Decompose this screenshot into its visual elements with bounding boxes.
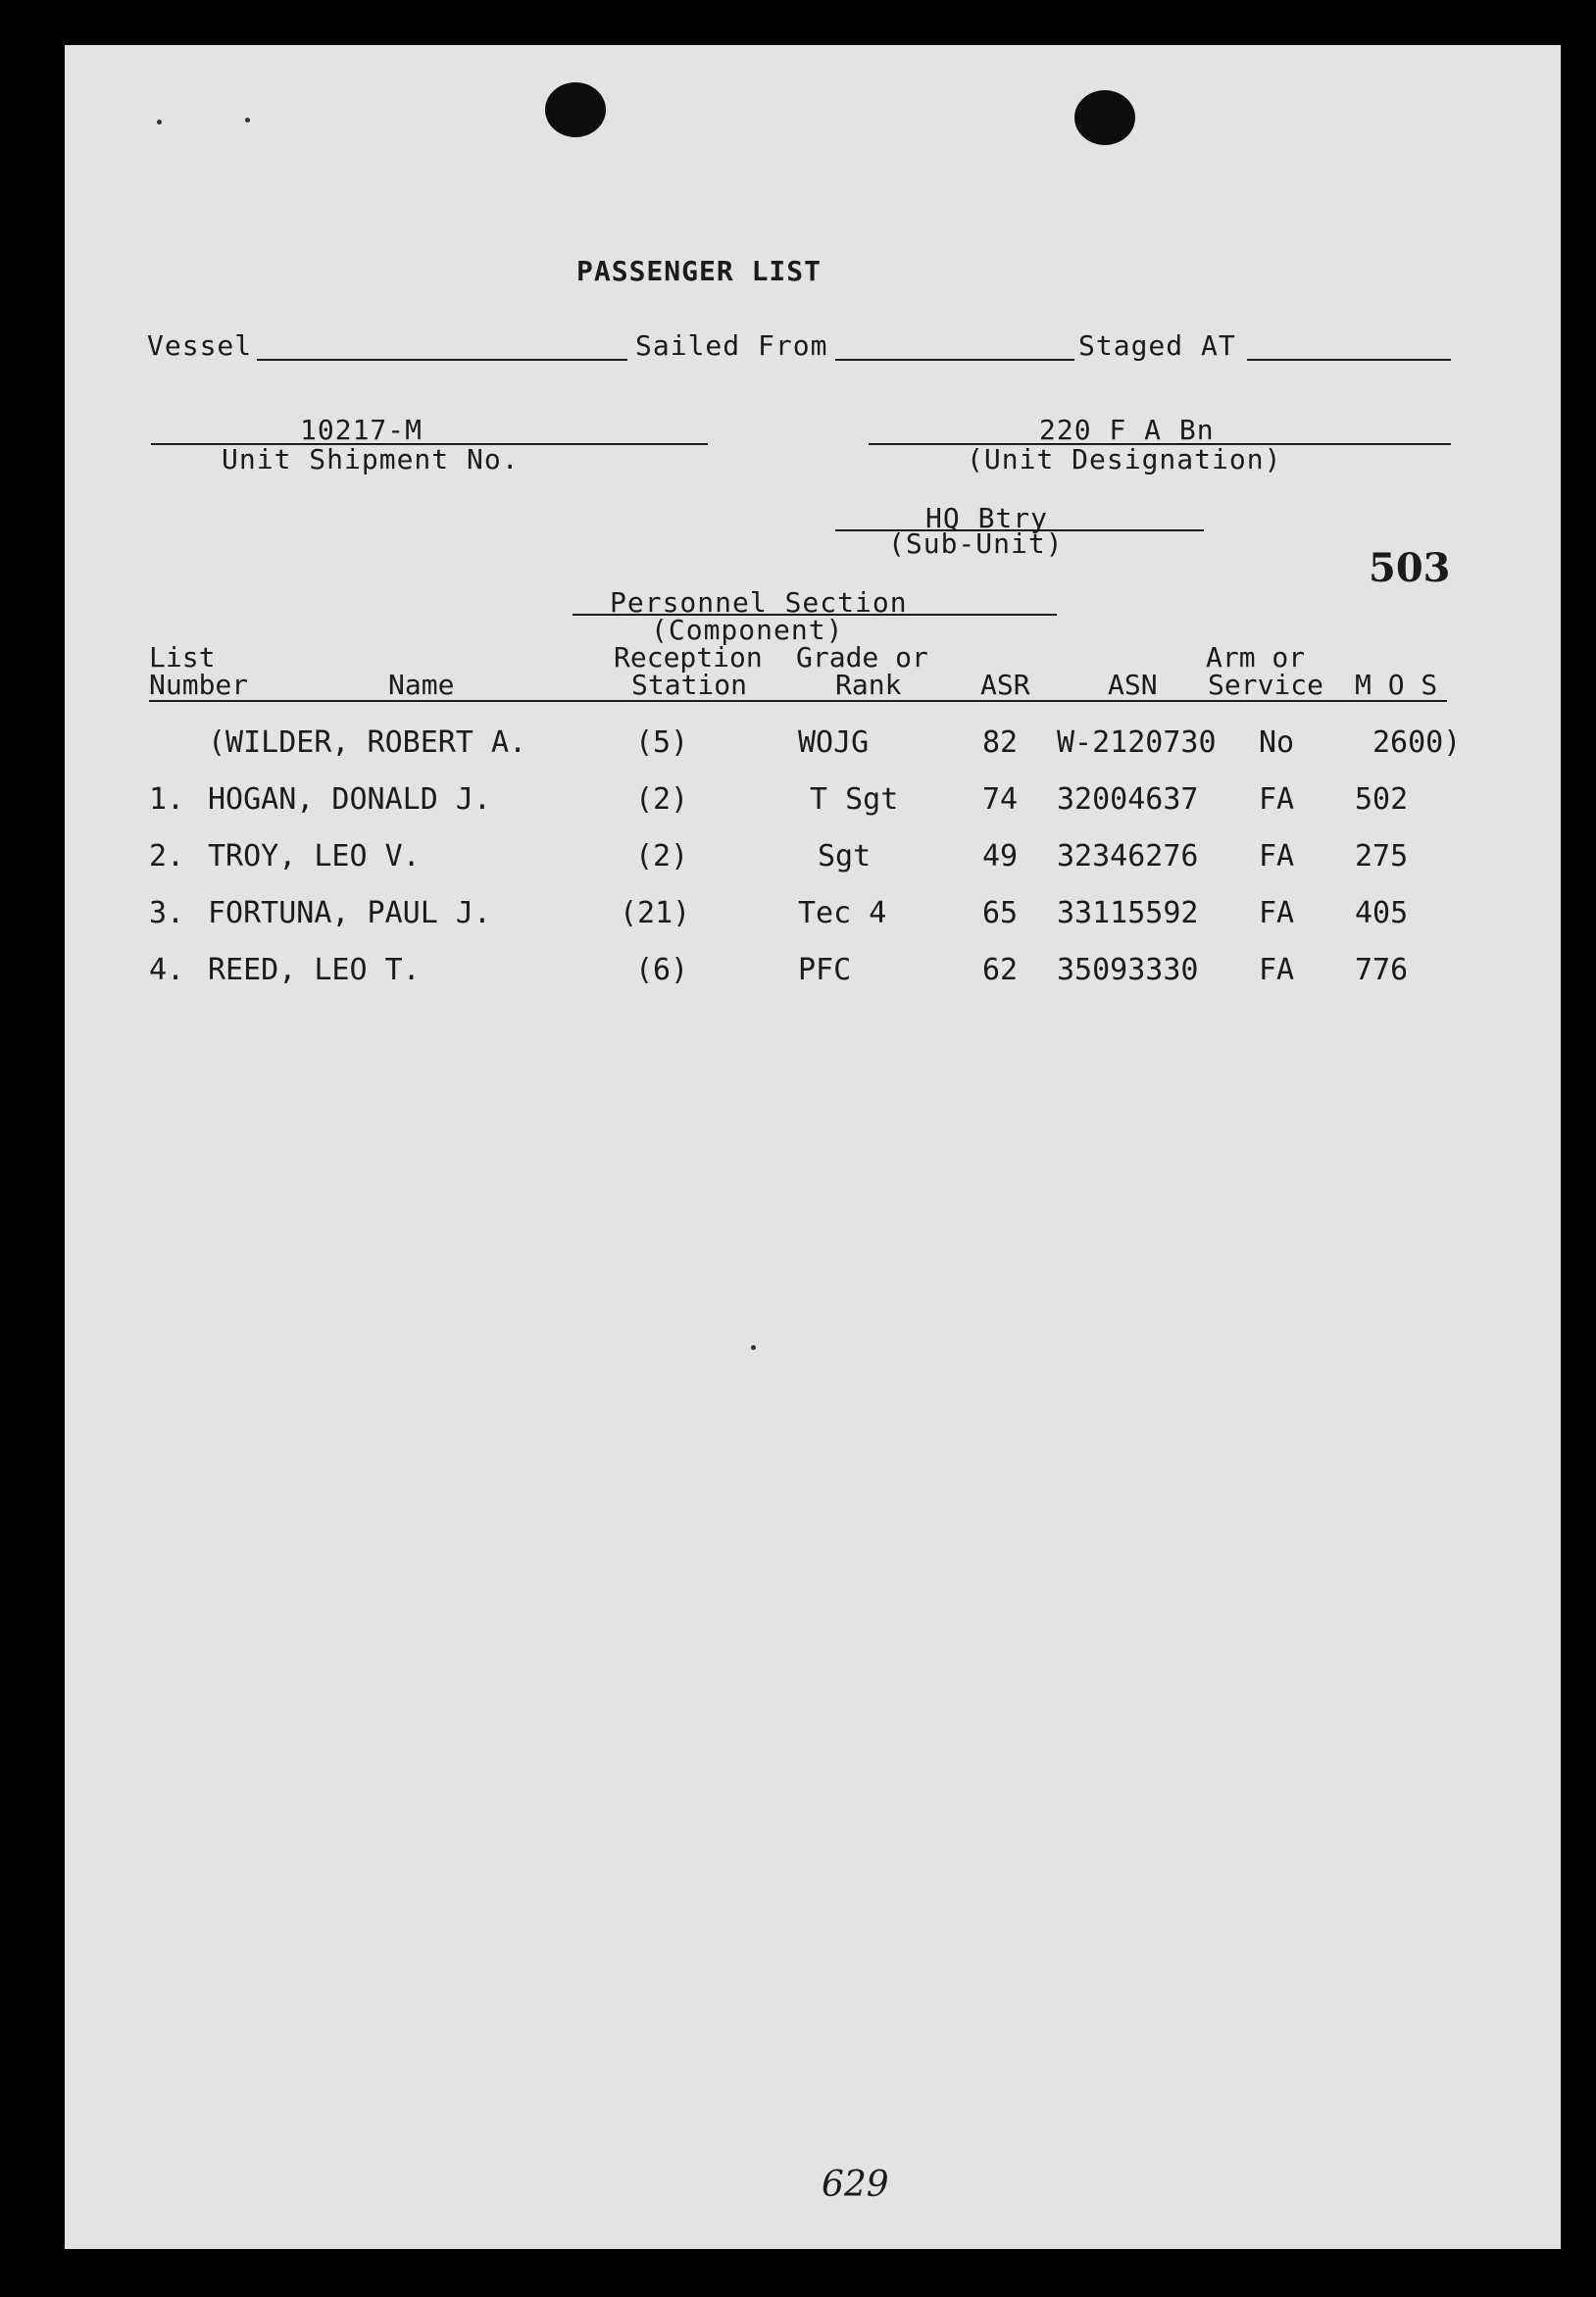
- row-asr: 82: [982, 725, 1019, 760]
- row-mos: 776: [1355, 953, 1409, 987]
- header-name: Name: [388, 669, 455, 701]
- row-asn: 33115592: [1057, 896, 1199, 930]
- staged-at-label: Staged AT: [1078, 329, 1236, 362]
- row-list-number: 3.: [149, 896, 185, 930]
- unit-designation-label: (Unit Designation): [967, 443, 1282, 475]
- row-asn: 32346276: [1057, 839, 1199, 874]
- row-grade: PFC: [798, 953, 852, 987]
- row-arm: FA: [1259, 782, 1295, 817]
- punch-hole-left: [545, 82, 606, 137]
- row-name: HOGAN, DONALD J.: [208, 782, 491, 817]
- sub-unit-label: (Sub-Unit): [888, 527, 1064, 560]
- row-asr: 74: [982, 782, 1019, 817]
- header-reception-top: Reception: [614, 641, 763, 674]
- header-underline: [149, 700, 1447, 702]
- staged-at-field-line: [1247, 359, 1451, 361]
- row-mos: 2600): [1372, 725, 1462, 760]
- speck: [245, 118, 250, 123]
- row-station: (6): [635, 953, 689, 987]
- row-name: FORTUNA, PAUL J.: [208, 896, 491, 930]
- component: Personnel Section: [610, 586, 908, 619]
- row-station: (5): [635, 725, 689, 760]
- punch-hole-right: [1074, 90, 1135, 145]
- row-mos: 405: [1355, 896, 1409, 930]
- row-asn: 35093330: [1057, 953, 1199, 987]
- row-station: (2): [635, 839, 689, 874]
- row-arm: No: [1259, 725, 1295, 760]
- row-name: REED, LEO T.: [208, 953, 421, 987]
- unit-shipment-label: Unit Shipment No.: [222, 443, 520, 475]
- header-list-number-top: List: [149, 641, 216, 674]
- row-arm: FA: [1259, 896, 1295, 930]
- row-grade: Tec 4: [798, 896, 887, 930]
- row-asr: 62: [982, 953, 1019, 987]
- row-list-number: 4.: [149, 953, 185, 987]
- unit-shipment-number: 10217-M: [300, 414, 424, 446]
- row-grade: Sgt: [818, 839, 872, 874]
- document-title: PASSENGER LIST: [576, 255, 823, 287]
- page-number: 503: [1369, 545, 1451, 591]
- row-asr: 49: [982, 839, 1019, 874]
- row-mos: 275: [1355, 839, 1409, 874]
- header-grade-top: Grade or: [796, 641, 928, 674]
- header-asn: ASN: [1108, 669, 1158, 701]
- row-arm: FA: [1259, 953, 1295, 987]
- speck: [751, 1345, 756, 1350]
- document-page: [65, 45, 1561, 2249]
- header-asr: ASR: [980, 669, 1030, 701]
- header-arm-top: Arm or: [1206, 641, 1306, 674]
- row-asn: W-2120730: [1057, 725, 1217, 760]
- row-list-number: 1.: [149, 782, 185, 817]
- row-name: (WILDER, ROBERT A.: [208, 725, 527, 760]
- row-station: (2): [635, 782, 689, 817]
- header-mos: M O S: [1355, 669, 1438, 701]
- row-name: TROY, LEO V.: [208, 839, 421, 874]
- row-asr: 65: [982, 896, 1019, 930]
- header-list-number-bottom: Number: [149, 669, 249, 701]
- row-asn: 32004637: [1057, 782, 1199, 817]
- vessel-label: Vessel: [147, 329, 253, 362]
- handwritten-number: 629: [822, 2165, 889, 2205]
- unit-designation: 220 F A Bn: [1039, 414, 1215, 446]
- sailed-from-label: Sailed From: [635, 329, 828, 362]
- row-mos: 502: [1355, 782, 1409, 817]
- header-arm-bottom: Service: [1208, 669, 1324, 701]
- row-list-number: 2.: [149, 839, 185, 874]
- row-grade: WOJG: [798, 725, 870, 760]
- sailed-from-field-line: [835, 359, 1074, 361]
- row-arm: FA: [1259, 839, 1295, 874]
- header-grade-bottom: Rank: [835, 669, 902, 701]
- row-station: (21): [620, 896, 691, 930]
- component-label: (Component): [651, 614, 844, 646]
- sub-unit: HQ Btry: [925, 502, 1049, 534]
- speck: [157, 120, 162, 125]
- row-grade: T Sgt: [810, 782, 899, 817]
- vessel-field-line: [257, 359, 627, 361]
- header-reception-bottom: Station: [631, 669, 748, 701]
